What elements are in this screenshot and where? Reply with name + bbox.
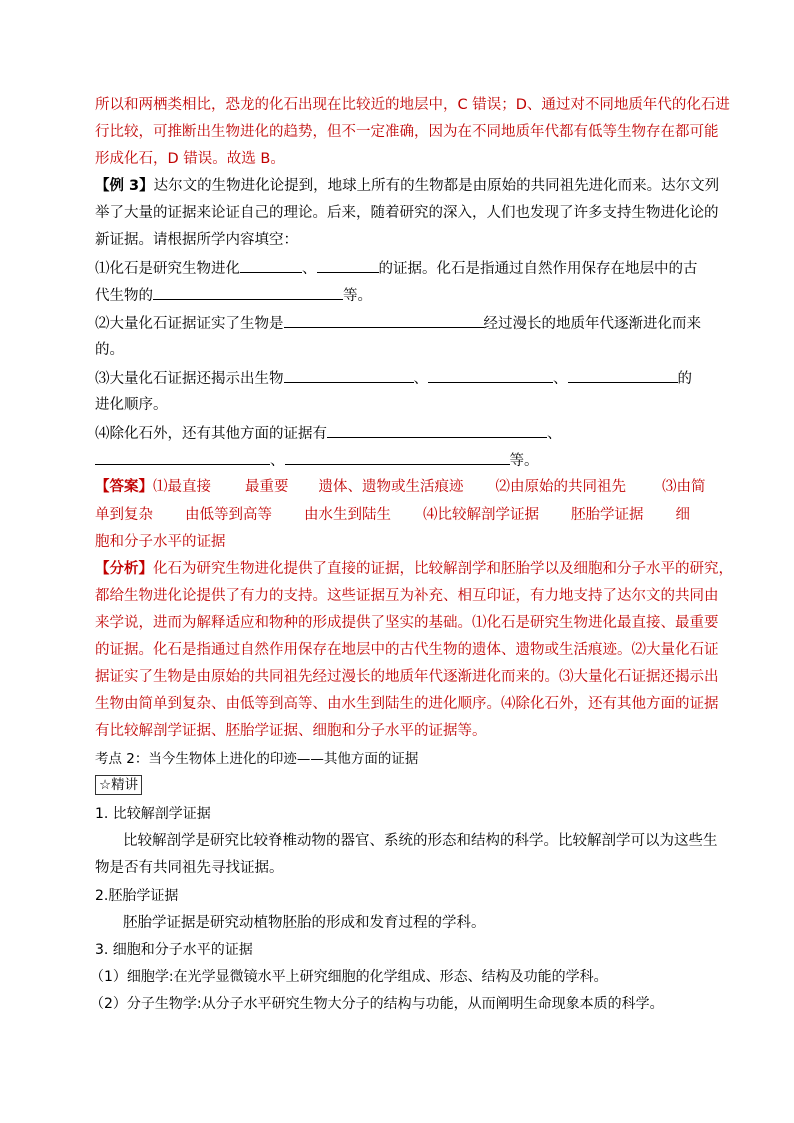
- answer-tag: 【答案】: [95, 479, 153, 495]
- example-3-tag: 【例 3】: [95, 178, 154, 194]
- question-1-cont: 代生物的 等。: [95, 285, 705, 306]
- question-4: ⑷除化石外，还有其他方面的证据有 、: [95, 423, 705, 444]
- example-3-intro: 【例 3】达尔文的生物进化论提到，地球上所有的生物都是由原始的共同祖先进化而来。达尔文列: [95, 178, 720, 194]
- question-4-cont: 、 等。: [95, 450, 705, 471]
- paragraph-line: 比较解剖学是研究比较脊椎动物的器官、系统的形态和结构的科学。比较解剖学可以为这些生: [123, 833, 718, 849]
- question-2: ⑵大量化石证据证实了生物是 经过漫长的地质年代逐渐进化而来: [95, 313, 705, 334]
- answer-blank: [327, 423, 547, 438]
- analysis-line: 都给生物进化论提供了有力的支持。这些证据互为补充、相互印证，有力地支持了达尔文的共同由: [95, 588, 719, 604]
- paragraph-line: 物是否有共同祖先寻找证据。: [95, 860, 284, 876]
- answer-line: 【答案】⑴最直接 最重要 遗体、遗物或生活痕迹 ⑵由原始的共同祖先 ⑶由简: [95, 479, 706, 495]
- analysis-line: 【分析】化石为研究生物进化提供了直接的证据，比较解剖学和胚胎学以及细胞和分子水平的研究，: [95, 561, 733, 577]
- answer-blank: [428, 368, 553, 383]
- answer-line: 胞和分子水平的证据: [95, 534, 226, 550]
- answer-blank: [153, 285, 343, 300]
- example-3-intro-line: 新证据。请根据所学内容填空：: [95, 232, 298, 248]
- answer-blank: [568, 368, 678, 383]
- analysis-tag: 【分析】: [95, 561, 153, 577]
- section-heading: 考点 2：当今生物体上进化的印迹——其他方面的证据: [95, 751, 419, 767]
- analysis-line: 据证实了生物是由原始的共同祖先经过漫长的地质年代逐渐进化而来的。⑶大量化石证据还揭示出: [95, 669, 719, 685]
- answer-blank: [95, 450, 270, 465]
- analysis-line: 生物由简单到复杂、由低等到高等、由水生到陆生的进化顺序。⑷除化石外，还有其他方面的证据: [95, 696, 719, 712]
- answer-blank: [284, 368, 414, 383]
- answer-line: 单到复杂 由低等到高等 由水生到陆生 ⑷比较解剖学证据 胚胎学证据 细: [95, 507, 690, 523]
- paragraph-line: 胚胎学证据是研究动植物胚胎的形成和发育过程的学科。: [123, 915, 486, 931]
- question-1: ⑴化石是研究生物进化 、 的证据。化石是指通过自然作用保存在地层中的古: [95, 258, 705, 279]
- list-item: （1）细胞学:在光学显微镜水平上研究细胞的化学组成、形态、结构及功能的学科。: [90, 969, 608, 985]
- answer-blank: [284, 313, 484, 328]
- analysis-cont-line: 所以和两栖类相比，恐龙的化石出现在比较近的地层中，C 错误；D、通过对不同地质年代的化石进: [95, 97, 730, 113]
- subsection-title: 3. 细胞和分子水平的证据: [95, 942, 253, 958]
- analysis-cont-line: 行比较，可推断出生物进化的趋势，但不一定准确，因为在不同地质年代都有低等生物存在都可能: [95, 124, 719, 140]
- analysis-cont-line: 形成化石，D 错误。故选 B。: [95, 151, 285, 167]
- analysis-line: 的证据。化石是指通过自然作用保存在地层中的古代生物的遗体、遗物或生活痕迹。⑵大量化石证: [95, 642, 719, 658]
- list-item: （2）分子生物学:从分子水平研究生物大分子的结构与功能，从而阐明生命现象本质的科学。: [90, 996, 664, 1012]
- answer-blank: [240, 258, 302, 273]
- question-3: ⑶大量化石证据还揭示出生物 、 、 的: [95, 368, 705, 389]
- subsection-title: 2.胚胎学证据: [95, 888, 179, 904]
- analysis-line: 来学说，进而为解释适应和物种的形成提供了坚实的基础。⑴化石是研究生物进化最直接、最重要: [95, 615, 719, 631]
- example-3-intro-line: 举了大量的证据来论证自己的理论。后来，随着研究的深入，人们也发现了许多支持生物进化论的: [95, 205, 719, 221]
- answer-blank: [317, 258, 379, 273]
- question-3-cont: 进化顺序。: [95, 397, 168, 413]
- note-box-label: ☆精讲: [95, 775, 142, 795]
- answer-blank: [285, 450, 510, 465]
- analysis-line: 有比较解剖学证据、胚胎学证据、细胞和分子水平的证据等。: [95, 723, 487, 739]
- question-2-cont: 的。: [95, 342, 124, 358]
- subsection-title: 1. 比较解剖学证据: [95, 806, 211, 822]
- note-box: [95, 775, 705, 795]
